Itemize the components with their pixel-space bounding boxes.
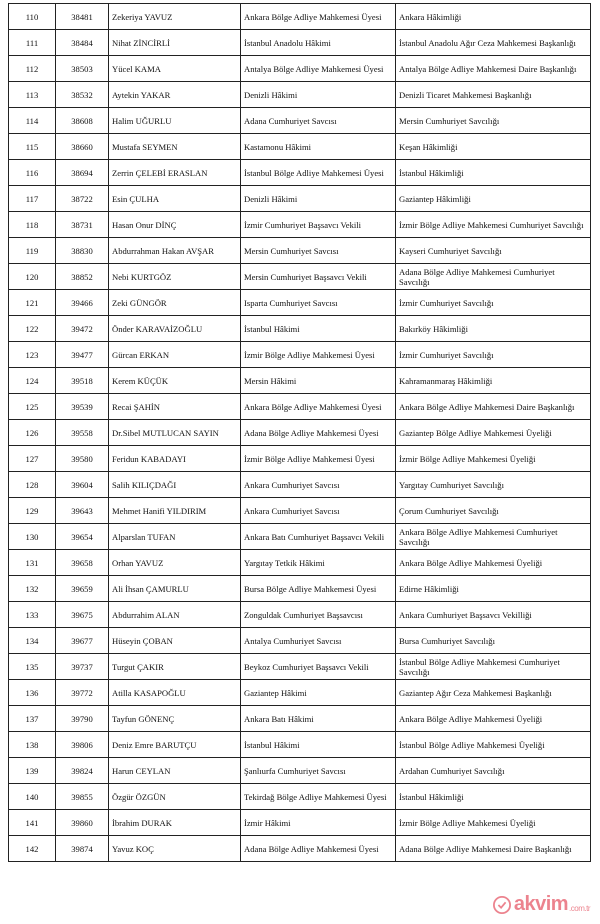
table-row — [9, 134, 591, 160]
current-position: Mersin Cumhuriyet Savcısı — [241, 238, 396, 264]
person-name: Kerem KÜÇÜK — [109, 368, 241, 394]
current-position: Antalya Bölge Adliye Mahkemesi Üyesi — [241, 56, 396, 82]
current-position: Şanlıurfa Cumhuriyet Savcısı — [241, 758, 396, 784]
new-position: Ardahan Cumhuriyet Savcılığı — [396, 758, 591, 784]
new-position: Ankara Bölge Adliye Mahkemesi Cumhuriyet Savcılığı — [396, 524, 591, 550]
person-name: Aytekin YAKAR — [109, 82, 241, 108]
new-position: Ankara Bölge Adliye Mahkemesi Daire Başkanlığı — [396, 394, 591, 420]
registry-number: 39824 — [56, 758, 109, 784]
row-number: 113 — [9, 82, 56, 108]
row-number: 131 — [9, 550, 56, 576]
new-position: Ankara Cumhuriyet Başsavcı Vekilliği — [396, 602, 591, 628]
table-row — [9, 758, 591, 784]
row-number: 132 — [9, 576, 56, 602]
person-name: Dr.Sibel MUTLUCAN SAYIN — [109, 420, 241, 446]
new-position: Gaziantep Hâkimliği — [396, 186, 591, 212]
person-name: Alparslan TUFAN — [109, 524, 241, 550]
person-name: İbrahim DURAK — [109, 810, 241, 836]
current-position: İstanbul Hâkimi — [241, 732, 396, 758]
person-name: Abdurrahman Hakan AVŞAR — [109, 238, 241, 264]
table-row — [9, 342, 591, 368]
new-position: Bursa Cumhuriyet Savcılığı — [396, 628, 591, 654]
current-position: Adana Bölge Adliye Mahkemesi Üyesi — [241, 836, 396, 862]
new-position: Mersin Cumhuriyet Savcılığı — [396, 108, 591, 134]
current-position: Denizli Hâkimi — [241, 186, 396, 212]
registry-number: 39677 — [56, 628, 109, 654]
current-position: Bursa Bölge Adliye Mahkemesi Üyesi — [241, 576, 396, 602]
current-position: İstanbul Anadolu Hâkimi — [241, 30, 396, 56]
current-position: Zonguldak Cumhuriyet Başsavcısı — [241, 602, 396, 628]
akvim-logo-icon — [493, 896, 511, 914]
registry-number: 38481 — [56, 4, 109, 30]
current-position: Gaziantep Hâkimi — [241, 680, 396, 706]
table-row — [9, 836, 591, 862]
registry-number: 39675 — [56, 602, 109, 628]
registry-number: 39539 — [56, 394, 109, 420]
table-row — [9, 706, 591, 732]
table-row — [9, 420, 591, 446]
current-position: Beykoz Cumhuriyet Başsavcı Vekili — [241, 654, 396, 680]
new-position: Yargıtay Cumhuriyet Savcılığı — [396, 472, 591, 498]
person-name: Özgür ÖZGÜN — [109, 784, 241, 810]
row-number: 125 — [9, 394, 56, 420]
table-row — [9, 212, 591, 238]
current-position: İstanbul Hâkimi — [241, 316, 396, 342]
person-name: Hasan Onur DİNÇ — [109, 212, 241, 238]
new-position: Edirne Hâkimliği — [396, 576, 591, 602]
new-position: Ankara Bölge Adliye Mahkemesi Üyeliği — [396, 706, 591, 732]
table-row — [9, 498, 591, 524]
registry-number: 39860 — [56, 810, 109, 836]
new-position: İstanbul Hâkimliği — [396, 160, 591, 186]
row-number: 136 — [9, 680, 56, 706]
person-name: Önder KARAVAİZOĞLU — [109, 316, 241, 342]
new-position: İzmir Cumhuriyet Savcılığı — [396, 290, 591, 316]
person-name: Nihat ZİNCİRLİ — [109, 30, 241, 56]
row-number: 141 — [9, 810, 56, 836]
row-number: 137 — [9, 706, 56, 732]
new-position: Antalya Bölge Adliye Mahkemesi Daire Başkanlığı — [396, 56, 591, 82]
new-position: İstanbul Anadolu Ağır Ceza Mahkemesi Başkanlığı — [396, 30, 591, 56]
person-name: Zekeriya YAVUZ — [109, 4, 241, 30]
registry-number: 39874 — [56, 836, 109, 862]
table-row — [9, 446, 591, 472]
table-row — [9, 654, 591, 680]
row-number: 119 — [9, 238, 56, 264]
row-number: 124 — [9, 368, 56, 394]
person-name: Hüseyin ÇOBAN — [109, 628, 241, 654]
registry-number: 38503 — [56, 56, 109, 82]
table-row — [9, 680, 591, 706]
registry-number: 39659 — [56, 576, 109, 602]
new-position: İzmir Bölge Adliye Mahkemesi Üyeliği — [396, 810, 591, 836]
row-number: 142 — [9, 836, 56, 862]
table-row — [9, 472, 591, 498]
person-name: Recai ŞAHİN — [109, 394, 241, 420]
current-position: Adana Cumhuriyet Savcısı — [241, 108, 396, 134]
registry-number: 39806 — [56, 732, 109, 758]
row-number: 111 — [9, 30, 56, 56]
row-number: 135 — [9, 654, 56, 680]
person-name: Abdurrahim ALAN — [109, 602, 241, 628]
registry-number: 38608 — [56, 108, 109, 134]
person-name: Feridun KABADAYI — [109, 446, 241, 472]
registry-number: 38852 — [56, 264, 109, 290]
person-name: Ali İhsan ÇAMURLU — [109, 576, 241, 602]
person-name: Salih KILIÇDAĞI — [109, 472, 241, 498]
person-name: Zerrin ÇELEBİ ERASLAN — [109, 160, 241, 186]
current-position: Ankara Bölge Adliye Mahkemesi Üyesi — [241, 4, 396, 30]
registry-number: 39790 — [56, 706, 109, 732]
row-number: 114 — [9, 108, 56, 134]
registry-number: 39654 — [56, 524, 109, 550]
table-row — [9, 810, 591, 836]
current-position: Ankara Batı Hâkimi — [241, 706, 396, 732]
person-name: Mehmet Hanifi YILDIRIM — [109, 498, 241, 524]
table-body — [9, 4, 591, 862]
current-position: Yargıtay Tetkik Hâkimi — [241, 550, 396, 576]
table-row — [9, 316, 591, 342]
person-name: Harun CEYLAN — [109, 758, 241, 784]
current-position: Mersin Hâkimi — [241, 368, 396, 394]
person-name: Deniz Emre BARUTÇU — [109, 732, 241, 758]
registry-number: 38532 — [56, 82, 109, 108]
current-position: Denizli Hâkimi — [241, 82, 396, 108]
new-position: İzmir Bölge Adliye Mahkemesi Üyeliği — [396, 446, 591, 472]
current-position: Ankara Cumhuriyet Savcısı — [241, 472, 396, 498]
registry-number: 38731 — [56, 212, 109, 238]
table-row — [9, 394, 591, 420]
registry-number: 39580 — [56, 446, 109, 472]
registry-number: 39604 — [56, 472, 109, 498]
table-row — [9, 30, 591, 56]
table-row — [9, 56, 591, 82]
row-number: 115 — [9, 134, 56, 160]
person-name: Turgut ÇAKIR — [109, 654, 241, 680]
new-position: İstanbul Hâkimliği — [396, 784, 591, 810]
current-position: İzmir Bölge Adliye Mahkemesi Üyesi — [241, 342, 396, 368]
row-number: 138 — [9, 732, 56, 758]
person-name: Esin ÇULHA — [109, 186, 241, 212]
row-number: 126 — [9, 420, 56, 446]
row-number: 118 — [9, 212, 56, 238]
table-row — [9, 238, 591, 264]
table-row — [9, 784, 591, 810]
table-row — [9, 4, 591, 30]
appointments-table — [8, 3, 591, 862]
row-number: 117 — [9, 186, 56, 212]
row-number: 122 — [9, 316, 56, 342]
current-position: Ankara Bölge Adliye Mahkemesi Üyesi — [241, 394, 396, 420]
person-name: Yücel KAMA — [109, 56, 241, 82]
registry-number: 39737 — [56, 654, 109, 680]
current-position: Antalya Cumhuriyet Savcısı — [241, 628, 396, 654]
person-name: Zeki GÜNGÖR — [109, 290, 241, 316]
table-row — [9, 264, 591, 290]
person-name: Yavuz KOÇ — [109, 836, 241, 862]
new-position: Bakırköy Hâkimliği — [396, 316, 591, 342]
current-position: Tekirdağ Bölge Adliye Mahkemesi Üyesi — [241, 784, 396, 810]
new-position: İzmir Bölge Adliye Mahkemesi Cumhuriyet Savcılığı — [396, 212, 591, 238]
new-position: Kayseri Cumhuriyet Savcılığı — [396, 238, 591, 264]
registry-number: 39658 — [56, 550, 109, 576]
row-number: 116 — [9, 160, 56, 186]
current-position: Adana Bölge Adliye Mahkemesi Üyesi — [241, 420, 396, 446]
new-position: İzmir Cumhuriyet Savcılığı — [396, 342, 591, 368]
watermark-logo — [493, 893, 590, 916]
registry-number: 39518 — [56, 368, 109, 394]
new-position: Gaziantep Bölge Adliye Mahkemesi Üyeliği — [396, 420, 591, 446]
new-position: Denizli Ticaret Mahkemesi Başkanlığı — [396, 82, 591, 108]
row-number: 123 — [9, 342, 56, 368]
registry-number: 39558 — [56, 420, 109, 446]
registry-number: 39472 — [56, 316, 109, 342]
table-row — [9, 550, 591, 576]
table-row — [9, 186, 591, 212]
table-row — [9, 576, 591, 602]
new-position: Adana Bölge Adliye Mahkemesi Daire Başkanlığı — [396, 836, 591, 862]
person-name: Gürcan ERKAN — [109, 342, 241, 368]
table-row — [9, 368, 591, 394]
registry-number: 39466 — [56, 290, 109, 316]
registry-number: 38694 — [56, 160, 109, 186]
new-position: Çorum Cumhuriyet Savcılığı — [396, 498, 591, 524]
new-position: İstanbul Bölge Adliye Mahkemesi Üyeliği — [396, 732, 591, 758]
row-number: 139 — [9, 758, 56, 784]
row-number: 133 — [9, 602, 56, 628]
new-position: Adana Bölge Adliye Mahkemesi Cumhuriyet Savcılığı — [396, 264, 591, 290]
current-position: Isparta Cumhuriyet Savcısı — [241, 290, 396, 316]
row-number: 110 — [9, 4, 56, 30]
person-name: Halim UĞURLU — [109, 108, 241, 134]
table-row — [9, 290, 591, 316]
current-position: İzmir Bölge Adliye Mahkemesi Üyesi — [241, 446, 396, 472]
table-row — [9, 82, 591, 108]
registry-number: 38484 — [56, 30, 109, 56]
current-position: İstanbul Bölge Adliye Mahkemesi Üyesi — [241, 160, 396, 186]
table-row — [9, 628, 591, 654]
row-number: 120 — [9, 264, 56, 290]
table-row — [9, 524, 591, 550]
registry-number: 39643 — [56, 498, 109, 524]
row-number: 128 — [9, 472, 56, 498]
registry-number: 39855 — [56, 784, 109, 810]
watermark-domain: .com.tr — [569, 904, 590, 913]
person-name: Atilla KASAPOĞLU — [109, 680, 241, 706]
table-row — [9, 602, 591, 628]
registry-number: 38722 — [56, 186, 109, 212]
row-number: 129 — [9, 498, 56, 524]
table-row — [9, 160, 591, 186]
row-number: 127 — [9, 446, 56, 472]
new-position: Keşan Hâkimliği — [396, 134, 591, 160]
row-number: 140 — [9, 784, 56, 810]
person-name: Tayfun GÖNENÇ — [109, 706, 241, 732]
table-row — [9, 732, 591, 758]
new-position: İstanbul Bölge Adliye Mahkemesi Cumhuriyet Savcılığı — [396, 654, 591, 680]
current-position: İzmir Hâkimi — [241, 810, 396, 836]
person-name: Orhan YAVUZ — [109, 550, 241, 576]
row-number: 112 — [9, 56, 56, 82]
registry-number: 39477 — [56, 342, 109, 368]
new-position: Ankara Bölge Adliye Mahkemesi Üyeliği — [396, 550, 591, 576]
person-name: Nebi KURTGÖZ — [109, 264, 241, 290]
registry-number: 38830 — [56, 238, 109, 264]
current-position: Ankara Cumhuriyet Savcısı — [241, 498, 396, 524]
row-number: 130 — [9, 524, 56, 550]
new-position: Ankara Hâkimliği — [396, 4, 591, 30]
row-number: 134 — [9, 628, 56, 654]
watermark-brand: akvim — [513, 893, 569, 915]
registry-number: 39772 — [56, 680, 109, 706]
current-position: Ankara Batı Cumhuriyet Başsavcı Vekili — [241, 524, 396, 550]
row-number: 121 — [9, 290, 56, 316]
current-position: Mersin Cumhuriyet Başsavcı Vekili — [241, 264, 396, 290]
new-position: Kahramanmaraş Hâkimliği — [396, 368, 591, 394]
table-row — [9, 108, 591, 134]
current-position: İzmir Cumhuriyet Başsavcı Vekili — [241, 212, 396, 238]
current-position: Kastamonu Hâkimi — [241, 134, 396, 160]
new-position: Gaziantep Ağır Ceza Mahkemesi Başkanlığı — [396, 680, 591, 706]
person-name: Mustafa SEYMEN — [109, 134, 241, 160]
registry-number: 38660 — [56, 134, 109, 160]
